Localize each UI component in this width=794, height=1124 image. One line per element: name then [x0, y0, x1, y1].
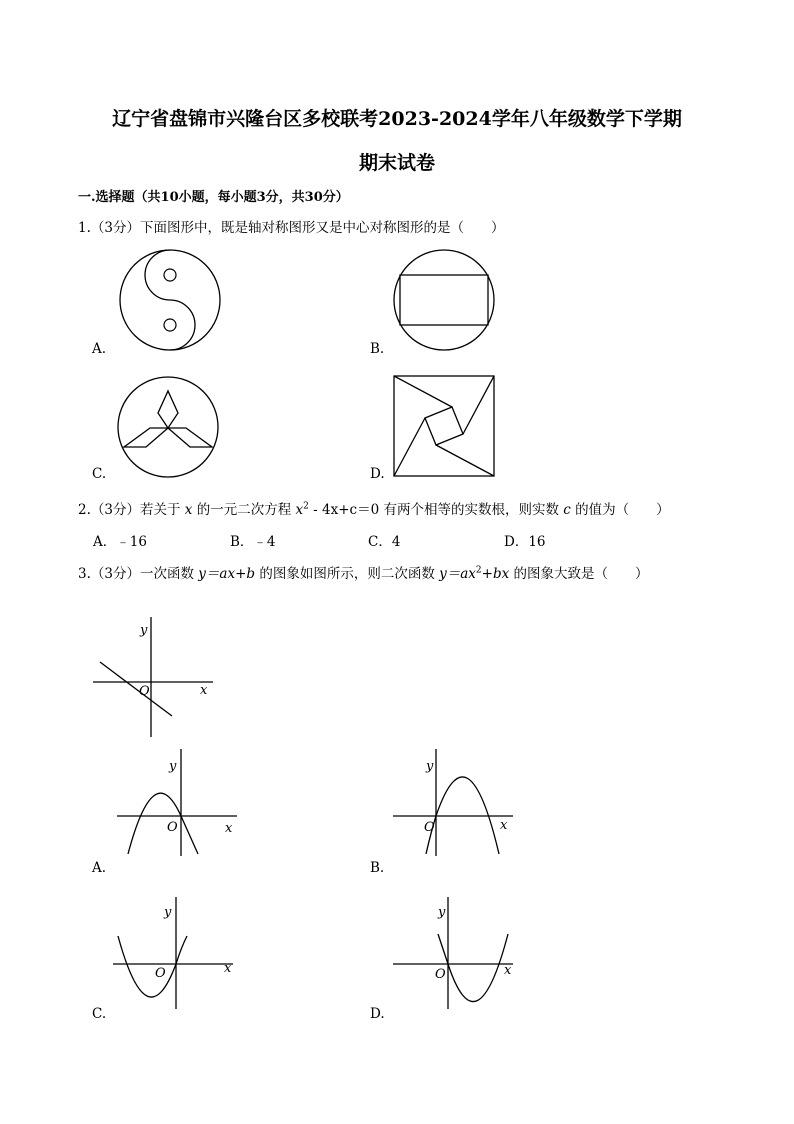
- q3-a-x-label: x: [225, 821, 233, 836]
- q3-c-y-label: y: [164, 905, 172, 920]
- q3-linear-x-label: x: [200, 683, 208, 698]
- q3-linear-y-label: y: [140, 623, 148, 638]
- q2-option-b: B．﹣4: [230, 534, 276, 550]
- q3-graph-b: [388, 746, 523, 858]
- q3-c-origin-label: O: [155, 966, 166, 981]
- q1-option-d-label: D.: [370, 466, 385, 482]
- section-heading: 一.选择题（共10小题，每小题3分，共30分）: [78, 190, 349, 205]
- q1-figure-b: [392, 248, 496, 352]
- q2-option-d: D．16: [504, 534, 546, 550]
- q1-option-b-label: B.: [370, 341, 385, 357]
- q3-option-b-label: B.: [370, 860, 385, 876]
- q1-figure-a: [116, 246, 224, 354]
- q1-option-a-label: A.: [92, 341, 107, 357]
- q2-option-a: A．﹣16: [93, 534, 147, 550]
- q3-graph-d: [388, 894, 523, 1012]
- q3-option-a-label: A.: [92, 860, 107, 876]
- q3-c-x-label: x: [224, 961, 232, 976]
- q3-graph-c: [108, 894, 243, 1012]
- q3-linear-origin-label: O: [139, 684, 150, 699]
- q3-a-y-label: y: [169, 759, 177, 774]
- question-1-text: 1.（3分）下面图形中，既是轴对称图形又是中心对称图形的是（ ）: [78, 220, 505, 236]
- q3-d-origin-label: O: [435, 967, 446, 982]
- q3-d-y-label: y: [438, 905, 446, 920]
- q3-graph-a: [112, 746, 247, 858]
- q3-b-origin-label: O: [424, 820, 435, 835]
- q3-a-origin-label: O: [167, 820, 178, 835]
- q3-d-x-label: x: [504, 963, 512, 978]
- q3-linear-graph: [88, 612, 223, 742]
- q3-b-y-label: y: [426, 759, 434, 774]
- question-2-text: 2.（3分）若关于 x 的一元二次方程 $x^2 - 4x+c=0$ 有两个相等的实数根，则实数 c 的值为（ ）: [78, 501, 670, 518]
- page-title-line2: 期末试卷: [358, 152, 435, 174]
- q1-figure-c: [114, 374, 222, 480]
- q2-option-c: C．4: [368, 534, 401, 550]
- q1-option-c-label: C.: [92, 466, 107, 482]
- question-3-text: 3.（3分）一次函数 y＝ax+b 的图象如图所示，则二次函数 $y=ax^2+bx$ 的图象大致是（ ）: [78, 565, 649, 582]
- q3-option-c-label: C.: [92, 1006, 107, 1022]
- q1-figure-d: [392, 374, 496, 478]
- page-title: 辽宁省盘锦市兴隆台区多校联考2023-2024学年八年级数学下学期: [112, 108, 682, 130]
- q3-option-d-label: D.: [370, 1006, 385, 1022]
- q3-b-x-label: x: [500, 818, 508, 833]
